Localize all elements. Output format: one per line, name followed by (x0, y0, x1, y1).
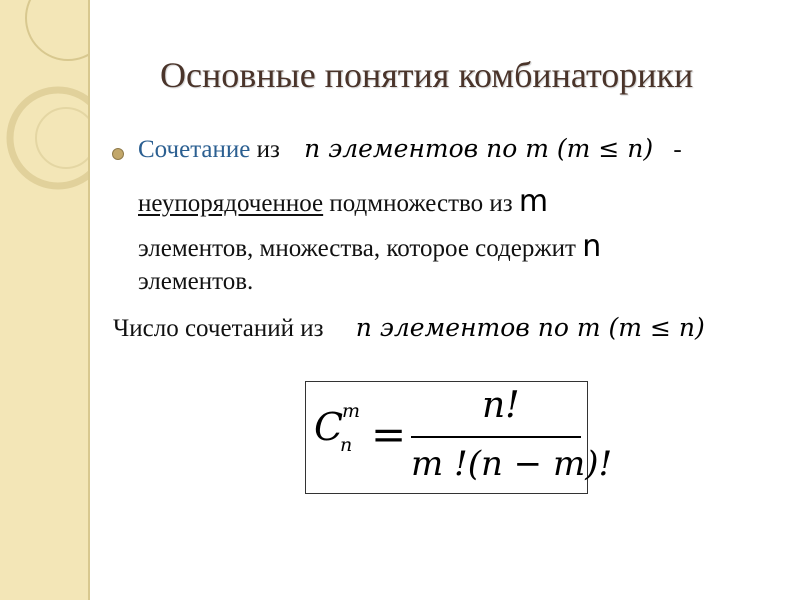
variable-n: n (582, 229, 602, 264)
sidebar-decoration (0, 0, 90, 600)
term-word: Сочетание (138, 136, 251, 163)
formula-superscript: m (342, 400, 361, 422)
count-range-expression: n элементов по m (m ≤ n) (355, 313, 705, 342)
definition-text-4: элементов. (138, 268, 254, 295)
combination-formula-box (305, 381, 613, 494)
decorative-circles-icon (0, 0, 90, 600)
slide-title: Основные понятия комбинаторики (160, 55, 694, 95)
fraction-line (411, 436, 581, 438)
underlined-term: неупорядоченное (138, 190, 324, 217)
definition-line-1 (138, 134, 682, 164)
definition-line-3 (138, 229, 601, 264)
formula-c: C (314, 405, 344, 449)
definition-text-2: подмножество из (323, 190, 519, 217)
definition-line-2 (138, 184, 548, 219)
variable-m: m (518, 184, 549, 219)
definition-line-4 (138, 268, 253, 296)
definition-text-3: элементов, множества, которое содержит (138, 235, 583, 262)
formula-equals: = (371, 410, 407, 459)
math-range-expression: n элементов по m (m ≤ n) (304, 134, 654, 163)
count-line (113, 313, 705, 343)
formula-subscript: n (340, 434, 353, 456)
bullet-marker (112, 148, 124, 160)
formula-denominator: m !(n − m)! (411, 444, 613, 484)
definition-dash: - (673, 136, 682, 163)
formula-numerator: n! (482, 385, 520, 426)
term-connector: из (250, 136, 280, 163)
count-label: Число сочетаний из (113, 315, 324, 342)
